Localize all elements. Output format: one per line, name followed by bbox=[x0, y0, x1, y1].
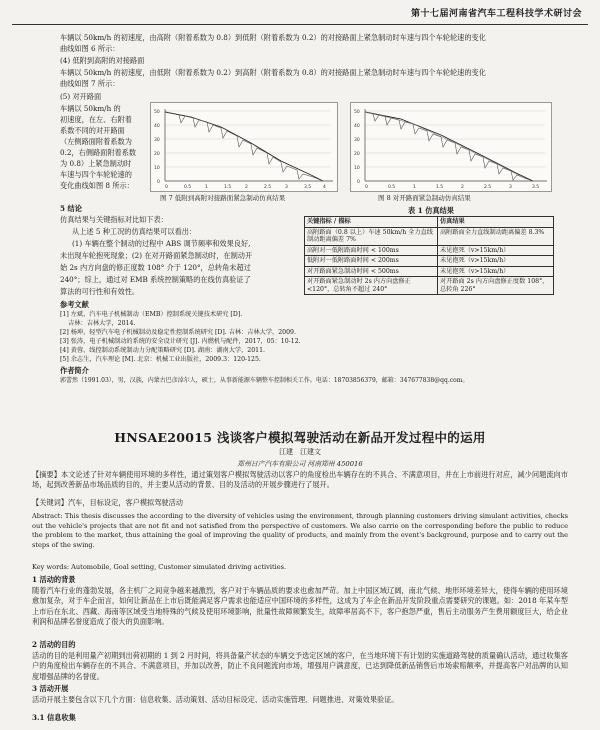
left-line: 变化曲线如图 8 所示： bbox=[60, 181, 134, 190]
fig8-y-tick: 20 bbox=[354, 152, 360, 157]
table-row bbox=[305, 266, 554, 277]
fig7-x-tick: 3 bbox=[285, 185, 288, 190]
references-heading: 参考文献 bbox=[60, 300, 89, 309]
keywords-cn: 【关键词】汽车，目标设定，客户模拟驾驶活动 bbox=[32, 498, 183, 507]
section-1-text: 随着汽车行业的蓬勃发展，各主机厂之间竞争越来越激烈，客户对于车辆品质的要求也愈加严苛。加上中国区域辽阔，南北气候、地形环境差异大，使得车辆的使用环境愈加复杂，对于车企而言，如何让新品在上市后既能满足客户需求也能适应中国环境的多样性，这成为了车企在新品开发阶段重点需要研究的课题。如：2018 年某车型上市后在东北、西藏、海南等区域受当地特殊的气候及使用环境影响，批量性故障频繁发生，故障率居高不下，客户抱怨严重，售后主动服务产生费用额度巨大，给企业利润和品牌名誉度造成了很大的负面影响。 bbox=[32, 586, 568, 627]
fig8-x-tick: 2.5 bbox=[484, 185, 492, 190]
fig8-x-tick: 1.5 bbox=[436, 185, 444, 190]
table-cell: 高附对一低附路面时间 < 100ms bbox=[305, 245, 438, 256]
paragraph-fig6-line2: 曲线如图 6 所示： bbox=[60, 44, 120, 53]
conclusion-line: (1) 车辆在整个制动的过程中 ABS 调节频率和效果良好, bbox=[72, 239, 251, 248]
case-4-heading: (4) 低附到高附的对接路面 bbox=[60, 56, 145, 65]
table-cell: 未见抱死（v>15km/h） bbox=[438, 266, 554, 277]
table-header-cell: 仿真结果 bbox=[438, 217, 554, 228]
article-affiliation: 郑州日产汽车有限公司 河南郑州 450016 bbox=[237, 460, 363, 468]
fig7-wheel-speed-line bbox=[165, 112, 323, 181]
fig8-y-tick: 10 bbox=[354, 166, 360, 171]
figure-7-plot bbox=[151, 103, 337, 191]
case-5-heading: (5) 对开路面 bbox=[60, 92, 102, 101]
left-line: 系数不同的对开路面 bbox=[60, 126, 125, 135]
table-header-row bbox=[305, 217, 554, 228]
table-row bbox=[305, 256, 554, 267]
figure-7-caption: 图 7 低附到高附对接路面紧急制动仿真结果 bbox=[160, 194, 286, 202]
reference-item: 吉林：吉林大学，2014. bbox=[60, 320, 136, 327]
table-cell: 对开路面 2s 内方向盘修正度数 108°，总转角 226° bbox=[438, 277, 554, 295]
fig7-y-tick: 40 bbox=[154, 124, 160, 129]
fig8-x-tick: 0.5 bbox=[388, 185, 396, 190]
fig7-x-tick: 2 bbox=[245, 185, 248, 190]
article-title: HNSAE20015 浅谈客户模拟驾驶活动在新品开发过程中的运用 bbox=[114, 430, 486, 445]
table-row bbox=[305, 227, 554, 245]
fig8-y-tick: 50 bbox=[354, 110, 360, 115]
keywords-en: Key words: Automobile, Goal setting, Customer simulated driving activities. bbox=[32, 563, 287, 571]
fig8-x-tick: 3.5 bbox=[532, 185, 540, 190]
table-cell: 对开路面紧急制动时 2s 内方向盘修正 <120°，总转角不超过 240° bbox=[305, 277, 438, 295]
reference-item: [3] 张涛，电子机械制动的系统的安全设计研究 [J]. 内燃机与配件，2017，05：10-12. bbox=[60, 338, 301, 345]
paragraph-fig6-line1: 车辆以 50km/h 的初速度，由高附（附着系数为 0.8）到低附（附着系数为 0.2）的对接路面上紧急制动时车速与四个车轮轮速的变化 bbox=[60, 33, 486, 42]
fig7-x-tick: 3.5 bbox=[304, 185, 312, 190]
section-3-1-heading: 3.1 信息收集 bbox=[32, 713, 76, 722]
figure-8-plot bbox=[351, 103, 551, 191]
figure-7-chart bbox=[150, 102, 338, 192]
fig7-y-tick: 30 bbox=[154, 138, 160, 143]
left-line: 为 0.8）上紧急制动时 bbox=[60, 159, 132, 168]
fig7-vehicle-speed-line bbox=[165, 112, 323, 181]
left-line: 车速与四个车轮轮速的 bbox=[60, 170, 132, 179]
left-line: （左侧路面附着系数为 bbox=[60, 137, 132, 146]
conclusion-line: 从上述 5 种工况的仿真结果可以看出： bbox=[72, 227, 197, 236]
author-intro-heading: 作者简介 bbox=[60, 366, 89, 375]
fig7-y-tick: 10 bbox=[154, 166, 160, 171]
fig8-vehicle-speed-line bbox=[365, 112, 533, 181]
journal-header: 第十七届河南省汽车工程科技学术研讨会 bbox=[410, 9, 582, 19]
table-cell: 对开路面紧急制动时间 < 500ms bbox=[305, 266, 438, 277]
fig8-y-tick: 30 bbox=[354, 138, 360, 143]
table-cell: 未见抱死（v>15km/h） bbox=[438, 256, 554, 267]
figure-8-caption: 图 8 对开路面紧急制动仿真结果 bbox=[378, 194, 471, 202]
paragraph-fig7-line2: 曲线如图 7 所示： bbox=[60, 79, 120, 88]
section-3-text: 活动开展主要包含以下几个方面：信息收集、活动策划、活动目标设定、活动实施管理、问题推进、对策效果验证。 bbox=[32, 695, 399, 704]
abstract-en: Abstract: This thesis discusses the according to the diversity of vehicles using the environment, through planning customers driving simulant activities, checks out the vehicle's projects that are not fit and not satisfied from the perspective of customers. We also carrie on the corresponding before the public to reduce the problem to the market, thus attaining the goal of improving the quality of products, and mainly from the event's background, purpose and to carry out the steps of the swing. bbox=[32, 512, 568, 549]
fig8-x-ticks bbox=[365, 184, 539, 190]
left-line: 初速度，在左、右附着 bbox=[60, 115, 132, 124]
reference-item: [1] 左斌，汽车电子机械制动（EMB）控制系统关键技术研究 [D]. bbox=[60, 311, 243, 318]
results-table bbox=[304, 216, 554, 295]
fig7-x-tick: 1 bbox=[205, 185, 208, 190]
left-line: 0.2，右侧路面附着系数 bbox=[60, 148, 137, 157]
reference-item: [2] 杨坤，轻型汽车电子机械制动及稳定性控制系统研究 [D]. 吉林：吉林大学，2009. bbox=[60, 329, 296, 336]
fig8-y-ticks bbox=[354, 109, 360, 185]
figure-8-chart bbox=[350, 102, 552, 192]
fig7-x-tick: 2.5 bbox=[264, 185, 272, 190]
conclusion-line: 始 2s 内方向盘的修正度数 108° 介于 120°，总转角未超过 bbox=[60, 263, 251, 272]
fig7-y-tick: 20 bbox=[154, 152, 160, 157]
fig8-wheel-speed-line bbox=[365, 112, 533, 181]
table-cell: 未见抱死（v>15km/h） bbox=[438, 245, 554, 256]
table-title: 表 1 仿真结果 bbox=[408, 206, 454, 215]
conclusion-heading: 5 结论 bbox=[60, 204, 82, 213]
table-cell: 低附对一低附路面时间 < 200ms bbox=[305, 256, 438, 267]
table-row bbox=[305, 277, 554, 295]
fig8-x-tick: 1 bbox=[413, 185, 416, 190]
fig8-y-tick: 40 bbox=[354, 124, 360, 129]
section-3-heading: 3 活动开展 bbox=[32, 684, 69, 693]
section-2-text: 活动的目的是利用量产初期到出荷初期的 1 到 2 月时间，将具备量产状态的车辆交予选定区域的客户，在当地环境下有计划的实施道路驾驶的质量确认活动，通过收集客户的角度检出车辆存在的不具合、不满意项目，并加以改善，防止不良问题流向市场，增强用户满意度，已达到降低新品销售后市场索赔额率，并提高客户对品牌的认知度增强品牌的名誉度。 bbox=[32, 651, 568, 681]
section-2-heading: 2 活动的目的 bbox=[32, 640, 76, 649]
fig8-x-tick: 3 bbox=[509, 185, 512, 190]
table-row bbox=[305, 245, 554, 256]
fig7-x-tick: 0.5 bbox=[184, 185, 192, 190]
fig7-y-tick: 0 bbox=[157, 180, 160, 185]
author-intro-text: 郭蕾然（1991.03），男，汉族，内蒙古巴彦淖尔人，硕士，从事新能源车辆整车控制相关工作。电话：18703856379，邮箱：347677838@qq.com。 bbox=[60, 377, 469, 384]
fig7-grid bbox=[165, 111, 331, 167]
fig8-x-tick: 0 bbox=[365, 185, 368, 190]
fig7-y-ticks bbox=[154, 109, 160, 185]
table-cell: 高附路面（0.8 以上）车速 50km/h 全力直线制动距离偏差 7% bbox=[305, 227, 438, 245]
left-line: 车辆以 50km/h 的 bbox=[60, 104, 121, 113]
table-header-cell: 关键指标 / 描标 bbox=[305, 217, 438, 228]
fig7-x-tick: 1.5 bbox=[224, 185, 232, 190]
fig7-x-ticks bbox=[165, 184, 326, 190]
conclusion-line: 未出现车轮抱死现象；(2) 在对开路面紧急制动时，在制动开 bbox=[60, 251, 253, 260]
conclusion-line: 240°；综上，通过对 EMB 系统控制策略的在线仿真验证了 bbox=[60, 275, 251, 284]
fig7-y-tick: 50 bbox=[154, 110, 160, 115]
reference-item: [4] 黄蓉，线控制动系统制动力分配策略研究 [D]. 湖南：湖南大学，2011. bbox=[60, 347, 266, 354]
reference-item: [5] 余志生，汽车理论 [M]. 北京：机械工业出版社，2009.3：120-125. bbox=[60, 356, 261, 363]
conclusion-line: 仿真结果与关键指标对比如下表： bbox=[60, 215, 168, 224]
fig8-y-tick: 0 bbox=[357, 180, 360, 185]
article-authors: 江建 江建文 bbox=[279, 448, 321, 456]
header-rule bbox=[12, 24, 588, 25]
fig7-x-tick: 0 bbox=[165, 185, 168, 190]
fig8-x-tick: 2 bbox=[461, 185, 464, 190]
paragraph-fig7-line1: 车辆以 50km/h 的初速度，由低附（附着系数为 0.2）到高附（附着系数为 0.8）的对接路面上紧急制动时车速与四个车轮轮速的变化 bbox=[60, 68, 486, 77]
fig8-high-mu-wheel-line bbox=[365, 112, 526, 179]
section-1-heading: 1 活动的背景 bbox=[32, 575, 76, 584]
conclusion-line: 算法的可行性和有效性。 bbox=[60, 287, 140, 296]
fig7-x-tick: 4 bbox=[323, 185, 326, 190]
abstract-cn: 【摘要】本文论述了针对车辆使用环境的多样性，通过策划客户模拟驾驶活动以客户的角度检出车辆存在的不具合、不满意项目，并在上市前进行对应，减少问题流向市场，起到改善新品市场品质的目的，并主要从活动的背景、目的及活动的开展步骤进行了展开。 bbox=[32, 470, 568, 490]
table-cell: 高附路面全力直线制动距离偏差 8.3% bbox=[438, 227, 554, 245]
fig8-grid bbox=[365, 111, 545, 167]
